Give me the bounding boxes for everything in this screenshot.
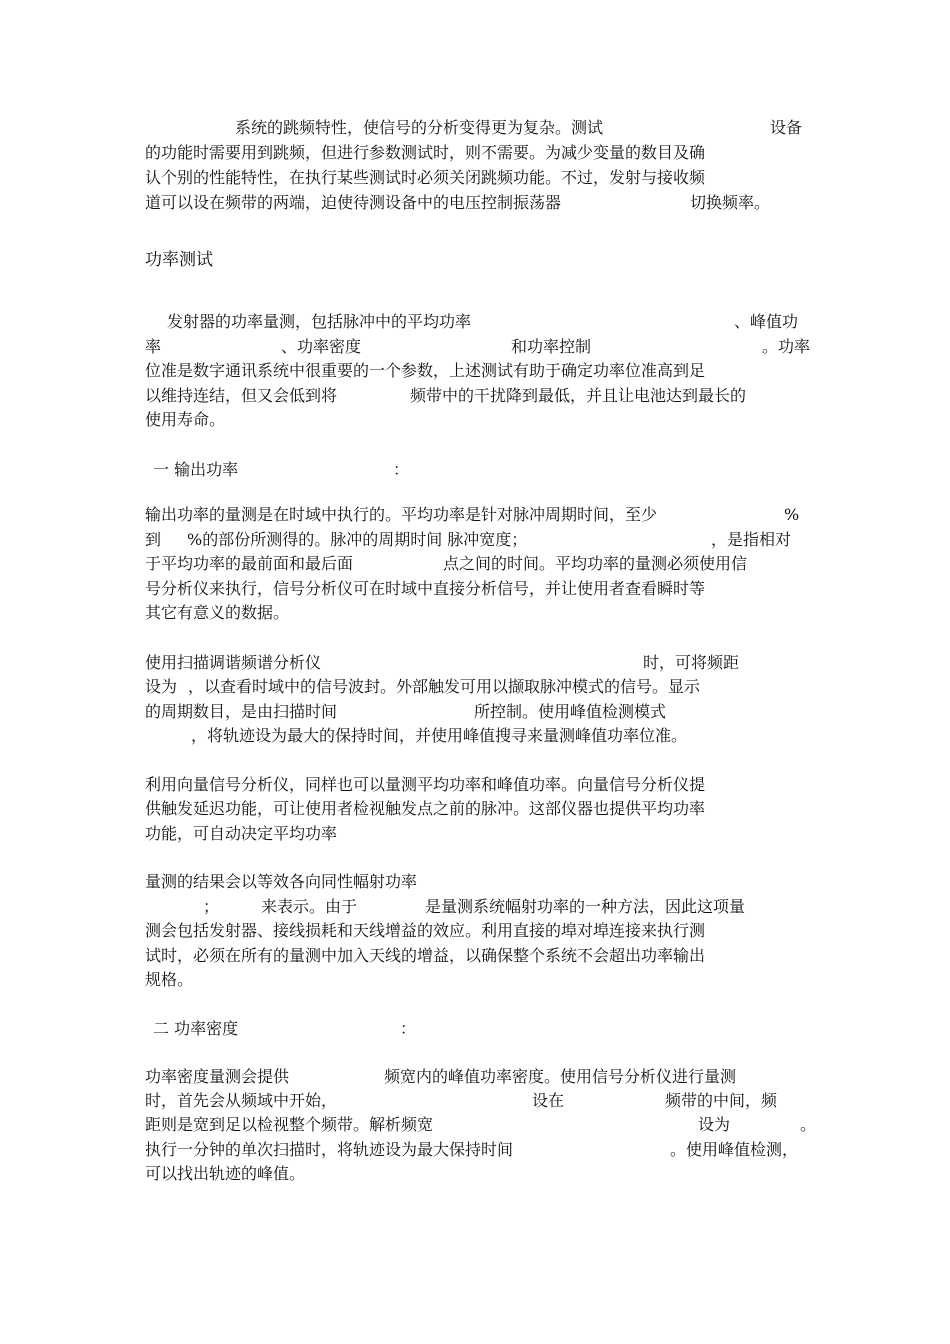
text-line: 利用向量信号分析仪，同样也可以量测平均功率和峰值功率。向量信号分析仪提 xyxy=(145,775,706,794)
text-line: 设为 xyxy=(698,1115,731,1134)
text-line: 所控制。使用峰值检测模式 xyxy=(474,702,667,721)
text-line: 。 xyxy=(800,1115,817,1134)
text-line: 时，首先会从频域中开始， xyxy=(145,1091,338,1110)
text-line: 点之间的时间。平均功率的量测必须使用信 xyxy=(443,554,748,573)
text-line: 来表示。由于 xyxy=(261,897,358,916)
text-line: 设备 xyxy=(770,118,803,137)
text-line: 的功能时需要用到跳频，但进行参数测试时，则不需要。为减少变量的数目及确 xyxy=(145,143,706,162)
text-line: 供触发延迟功能，可让使用者检视触发点之前的脉冲。这部仪器也提供平均功率 xyxy=(145,799,706,818)
text-line: 功能，可自动决定平均功率 xyxy=(145,824,338,843)
text-line: 。使用峰值检测， xyxy=(670,1140,799,1159)
text-line: 使用寿命。 xyxy=(145,410,226,429)
text-line: 认个别的性能特性，在执行某些测试时必须关闭跳频功能。不过，发射与接收频 xyxy=(145,168,706,187)
text-line: 使用扫描调谐频谱分析仪 xyxy=(145,653,322,672)
text-line: 规格。 xyxy=(145,970,194,989)
text-line: 频带的中间，频 xyxy=(665,1091,778,1110)
text-line: ，将轨迹设为最大的保持时间，并使用峰值搜寻来量测峰值功率位准。 xyxy=(191,726,688,745)
text-line: 设在 xyxy=(532,1091,565,1110)
text-line: 功率密度量测会提供 xyxy=(145,1067,290,1086)
text-line: 试时，必须在所有的量测中加入天线的增益，以确保整个系统不会超出功率输出 xyxy=(145,946,706,965)
text-line: 和功率控制 xyxy=(511,337,592,356)
text-line: 切换频率。 xyxy=(690,193,771,212)
text-line: 执行一分钟的单次扫描时，将轨迹设为最大保持时间 xyxy=(145,1140,514,1159)
text-line: 输出功率的量测是在时域中执行的。平均功率是针对脉冲周期时间，至少 xyxy=(145,505,658,524)
text-line: 频宽内的峰值功率密度。使用信号分析仪进行量测 xyxy=(384,1067,737,1086)
text-line: 号分析仪来执行，信号分析仪可在时域中直接分析信号，并让使用者查看瞬时等 xyxy=(145,579,706,598)
text-line: 、功率密度 xyxy=(281,337,362,356)
text-line: 以维持连结，但又会低到将 xyxy=(145,386,338,405)
text-line: %的部份所测得的。脉冲的周期时间 脉冲宽度； xyxy=(187,530,528,549)
text-line: 道可以设在频带的两端，迫使待测设备中的电压控制振荡器 xyxy=(145,193,562,212)
text-line: 、峰值功 xyxy=(734,312,799,331)
text-line: 距则是宽到足以检视整个频带。解析频宽 xyxy=(145,1115,434,1134)
text-line: % xyxy=(784,505,800,524)
text-line: 发射器的功率量测，包括脉冲中的平均功率 xyxy=(167,312,472,331)
section-heading: 功率测试 xyxy=(145,250,213,270)
text-line: 时，可将频距 xyxy=(643,653,740,672)
text-line: 其它有意义的数据。 xyxy=(145,603,290,622)
text-line: 设为 xyxy=(145,677,178,696)
text-line: ，以查看时域中的信号波封。外部触发可用以撷取脉冲模式的信号。显示 xyxy=(188,677,701,696)
text-line: ： xyxy=(393,460,410,479)
text-line: 测会包括发射器、接线损耗和天线增益的效应。利用直接的埠对埠连接来执行测 xyxy=(145,921,706,940)
text-line: 频带中的干扰降到最低，并且让电池达到最长的 xyxy=(410,386,747,405)
text-line: ； xyxy=(203,897,220,916)
text-line: 于平均功率的最前面和最后面 xyxy=(145,554,354,573)
text-line: ，是指相对 xyxy=(711,530,792,549)
text-line: ： xyxy=(400,1019,417,1038)
text-line: 是量测系统幅射功率的一种方法，因此这项量 xyxy=(425,897,746,916)
text-line: 率 xyxy=(145,337,162,356)
text-line: 量测的结果会以等效各向同性幅射功率 xyxy=(145,872,418,891)
text-line: 的周期数目，是由扫描时间 xyxy=(145,702,338,721)
text-line: 系统的跳频特性，使信号的分析变得更为复杂。测试 xyxy=(235,118,604,137)
subsection-heading: 二 功率密度 xyxy=(153,1019,239,1038)
text-line: 位准是数字通讯系统中很重要的一个参数，上述测试有助于确定功率位准高到足 xyxy=(145,361,706,380)
text-line: 到 xyxy=(145,530,162,549)
text-line: 可以找出轨迹的峰值。 xyxy=(145,1164,306,1183)
subsection-heading: 一 输出功率 xyxy=(153,460,239,479)
text-line: 。功率 xyxy=(762,337,811,356)
